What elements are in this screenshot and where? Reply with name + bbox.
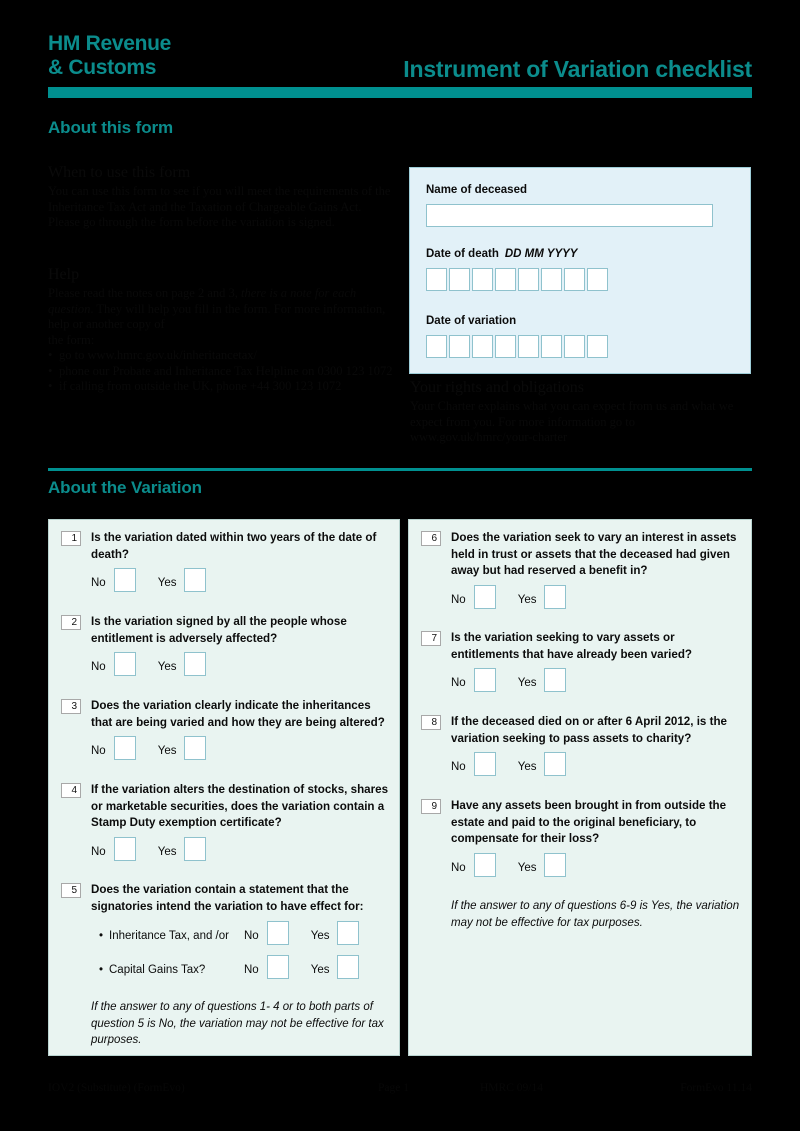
no-label: No (244, 930, 259, 942)
question-5 (61, 882, 391, 983)
checkbox-yes[interactable] (184, 652, 206, 676)
header-divider (48, 87, 752, 98)
question-number: 9 (421, 799, 441, 814)
note-right: If the answer to any of questions 6-9 is Yes, the variation may not be effective for tax purposes. (451, 900, 740, 929)
date-of-death-label-text: Date of death (426, 248, 499, 260)
date-box[interactable] (426, 268, 447, 291)
page-footer (48, 1082, 752, 1098)
checkbox-yes[interactable] (544, 853, 566, 877)
date-box[interactable] (541, 335, 562, 358)
question-7 (421, 630, 743, 697)
yes-label: Yes (157, 577, 177, 589)
help-body-part2: . They will help you fill in the form. For more information, help or another copy of (48, 301, 386, 331)
checkbox-no[interactable] (474, 853, 496, 877)
checkbox-yes[interactable] (184, 736, 206, 760)
question-text: Is the variation signed by all the people whose entitlement is adversely affected? (91, 615, 347, 645)
date-box[interactable] (449, 335, 470, 358)
date-box[interactable] (495, 335, 516, 358)
no-label: No (91, 577, 106, 589)
question-number: 2 (61, 615, 81, 630)
footer-formevo-version: FormEvo 11.14 (680, 1082, 752, 1094)
question-number: 5 (61, 883, 81, 898)
date-of-variation-label: Date of variation (426, 315, 517, 327)
yes-label: Yes (157, 845, 177, 858)
question-3 (61, 698, 391, 765)
checkbox-no[interactable] (114, 736, 136, 760)
date-of-death-boxes (426, 268, 608, 291)
date-box[interactable] (518, 268, 539, 291)
question-text: Have any assets been brought in from outside the estate and paid to the original beneficiary, to compensate for their loss? (451, 799, 727, 845)
answer-row (451, 669, 743, 697)
date-box[interactable] (426, 335, 447, 358)
help-block (48, 265, 393, 395)
question-1 (61, 530, 391, 597)
questions-panel-left (48, 519, 400, 1056)
question-number: 1 (61, 531, 81, 546)
question-text: If the variation alters the destination of stocks, shares or marketable securities, does the variation contain a Stamp Duty exemption certificate? (91, 783, 389, 829)
no-label: No (91, 845, 106, 858)
help-body-part1: Please read the notes on page 2 and 3, (48, 286, 241, 300)
checkbox-yes[interactable] (544, 585, 566, 609)
question-5-subitem-inheritance-tax (99, 923, 391, 949)
checkbox-no[interactable] (267, 921, 289, 945)
question-text: If the deceased died on or after 6 April 2012, is the variation seeking to pass assets to charity? (451, 715, 727, 745)
yes-label: Yes (310, 930, 330, 942)
when-to-use-body: You can use this form to see if you will meet the requirements of the Inheritance Tax Act and the Taxation of Chargeable Gains Act. Please go through the form before the variation is signed. (48, 184, 391, 229)
hmrc-logo-line1: HM Revenue (48, 32, 172, 55)
subitem-label: • Inheritance Tax, and /or (99, 930, 244, 942)
help-body-italic: there is a note for each question (48, 286, 357, 316)
question-number: 6 (421, 531, 441, 546)
rights-heading: Your rights and obligations (410, 379, 584, 396)
question-6 (421, 530, 743, 614)
checkbox-yes[interactable] (544, 668, 566, 692)
footer-reference: IOV2 (Substitute) (FormEvo) (48, 1082, 185, 1094)
question-text: Does the variation contain a statement that the signatories intend the variation to have effect for: (91, 883, 364, 913)
help-body (48, 286, 393, 333)
date-box[interactable] (587, 268, 608, 291)
rights-body: Your Charter explains what you can expect from us and what we expect from you. For more information go to www.gov.uk/hmrc/your-charter (410, 399, 734, 444)
hmrc-logo (48, 32, 171, 80)
date-box[interactable] (472, 335, 493, 358)
section-heading-about-form: About this form (48, 118, 174, 137)
no-label: No (244, 964, 259, 976)
question-text: Does the variation clearly indicate the inheritances that are being varied and how they are being altered? (91, 699, 385, 729)
deceased-details-panel (409, 167, 751, 374)
date-of-variation-boxes (426, 335, 608, 358)
date-box[interactable] (472, 268, 493, 291)
answer-row (451, 854, 743, 882)
question-number: 4 (61, 783, 81, 798)
checkbox-no[interactable] (474, 752, 496, 776)
no-label: No (451, 861, 466, 874)
question-number: 7 (421, 631, 441, 646)
yes-label: Yes (517, 761, 537, 773)
footer-page-number: Page 1 (378, 1082, 409, 1094)
yes-label: Yes (517, 677, 537, 689)
date-box[interactable] (587, 335, 608, 358)
checkbox-yes[interactable] (184, 568, 206, 592)
question-number: 3 (61, 699, 81, 714)
checkbox-no[interactable] (474, 585, 496, 609)
subitem-label: • Capital Gains Tax? (99, 964, 244, 976)
no-label: No (451, 677, 466, 689)
rights-and-obligations-block (410, 378, 750, 446)
question-text: Is the variation dated within two years of the date of death? (91, 531, 377, 561)
answer-row (91, 569, 391, 597)
date-box[interactable] (518, 335, 539, 358)
when-to-use-block (48, 163, 393, 231)
question-text: Is the variation seeking to vary assets or entitlements that have already been varied? (451, 631, 692, 661)
question-8 (421, 714, 743, 781)
question-number: 8 (421, 715, 441, 730)
question-4 (61, 782, 391, 866)
date-format-hint: DD MM YYYY (504, 248, 578, 260)
question-9 (421, 798, 743, 882)
yes-label: Yes (517, 861, 537, 874)
no-label: No (91, 661, 106, 673)
checkbox-no[interactable] (114, 652, 136, 676)
question-5-subitem-capital-gains-tax (99, 957, 391, 983)
help-bullet-list (48, 348, 393, 395)
name-of-deceased-input[interactable] (426, 204, 713, 227)
checkbox-no[interactable] (114, 568, 136, 592)
date-box[interactable] (449, 268, 470, 291)
question-text: Does the variation seek to vary an interest in assets held in trust or assets that the deceased had given away but had reserved a benefit in? (451, 531, 737, 577)
hmrc-logo-line2: & Customs (48, 56, 157, 79)
name-of-deceased-label: Name of deceased (426, 184, 527, 196)
help-bullet-item: • phone our Probate and Inheritance Tax Helpline on 0300 123 1072 (48, 364, 393, 380)
checkbox-yes[interactable] (184, 837, 206, 861)
page-title: Instrument of Variation checklist (403, 56, 752, 82)
help-heading: Help (48, 266, 80, 283)
yes-label: Yes (157, 661, 177, 673)
checkbox-no[interactable] (114, 837, 136, 861)
answer-row (451, 586, 743, 614)
answer-row (451, 753, 743, 781)
date-box[interactable] (564, 268, 585, 291)
yes-label: Yes (517, 593, 537, 606)
no-label: No (451, 593, 466, 606)
answer-row (91, 737, 391, 765)
no-label: No (451, 761, 466, 773)
checkbox-no[interactable] (474, 668, 496, 692)
question-2 (61, 614, 391, 681)
date-box[interactable] (495, 268, 516, 291)
section-heading-about-variation: About the Variation (48, 478, 202, 497)
date-of-death-label (426, 248, 577, 260)
answer-row (91, 838, 391, 866)
yes-label: Yes (310, 964, 330, 976)
date-box[interactable] (541, 268, 562, 291)
checkbox-yes[interactable] (337, 921, 359, 945)
yes-label: Yes (157, 745, 177, 757)
help-bullet-item[interactable]: • go to www.hmrc.gov.uk/inheritancetax/ (48, 348, 393, 364)
answer-row (91, 653, 391, 681)
note-left: If the answer to any of questions 1- 4 or to both parts of question 5 is No, the variation may not be effective for tax purposes. (91, 1001, 384, 1046)
questions-panel-right (408, 519, 752, 1056)
no-label: No (91, 745, 106, 757)
help-bullet-item: • if calling from outside the UK, phone +44 300 123 1072 (48, 379, 393, 395)
footer-hmrc-code: HMRC 09/14 (480, 1082, 543, 1094)
variation-divider (48, 468, 752, 471)
help-body-part3: the form: (48, 332, 95, 347)
date-box[interactable] (564, 335, 585, 358)
checkbox-no[interactable] (267, 955, 289, 979)
checkbox-yes[interactable] (544, 752, 566, 776)
when-to-use-heading: When to use this form (48, 164, 191, 181)
checkbox-yes[interactable] (337, 955, 359, 979)
